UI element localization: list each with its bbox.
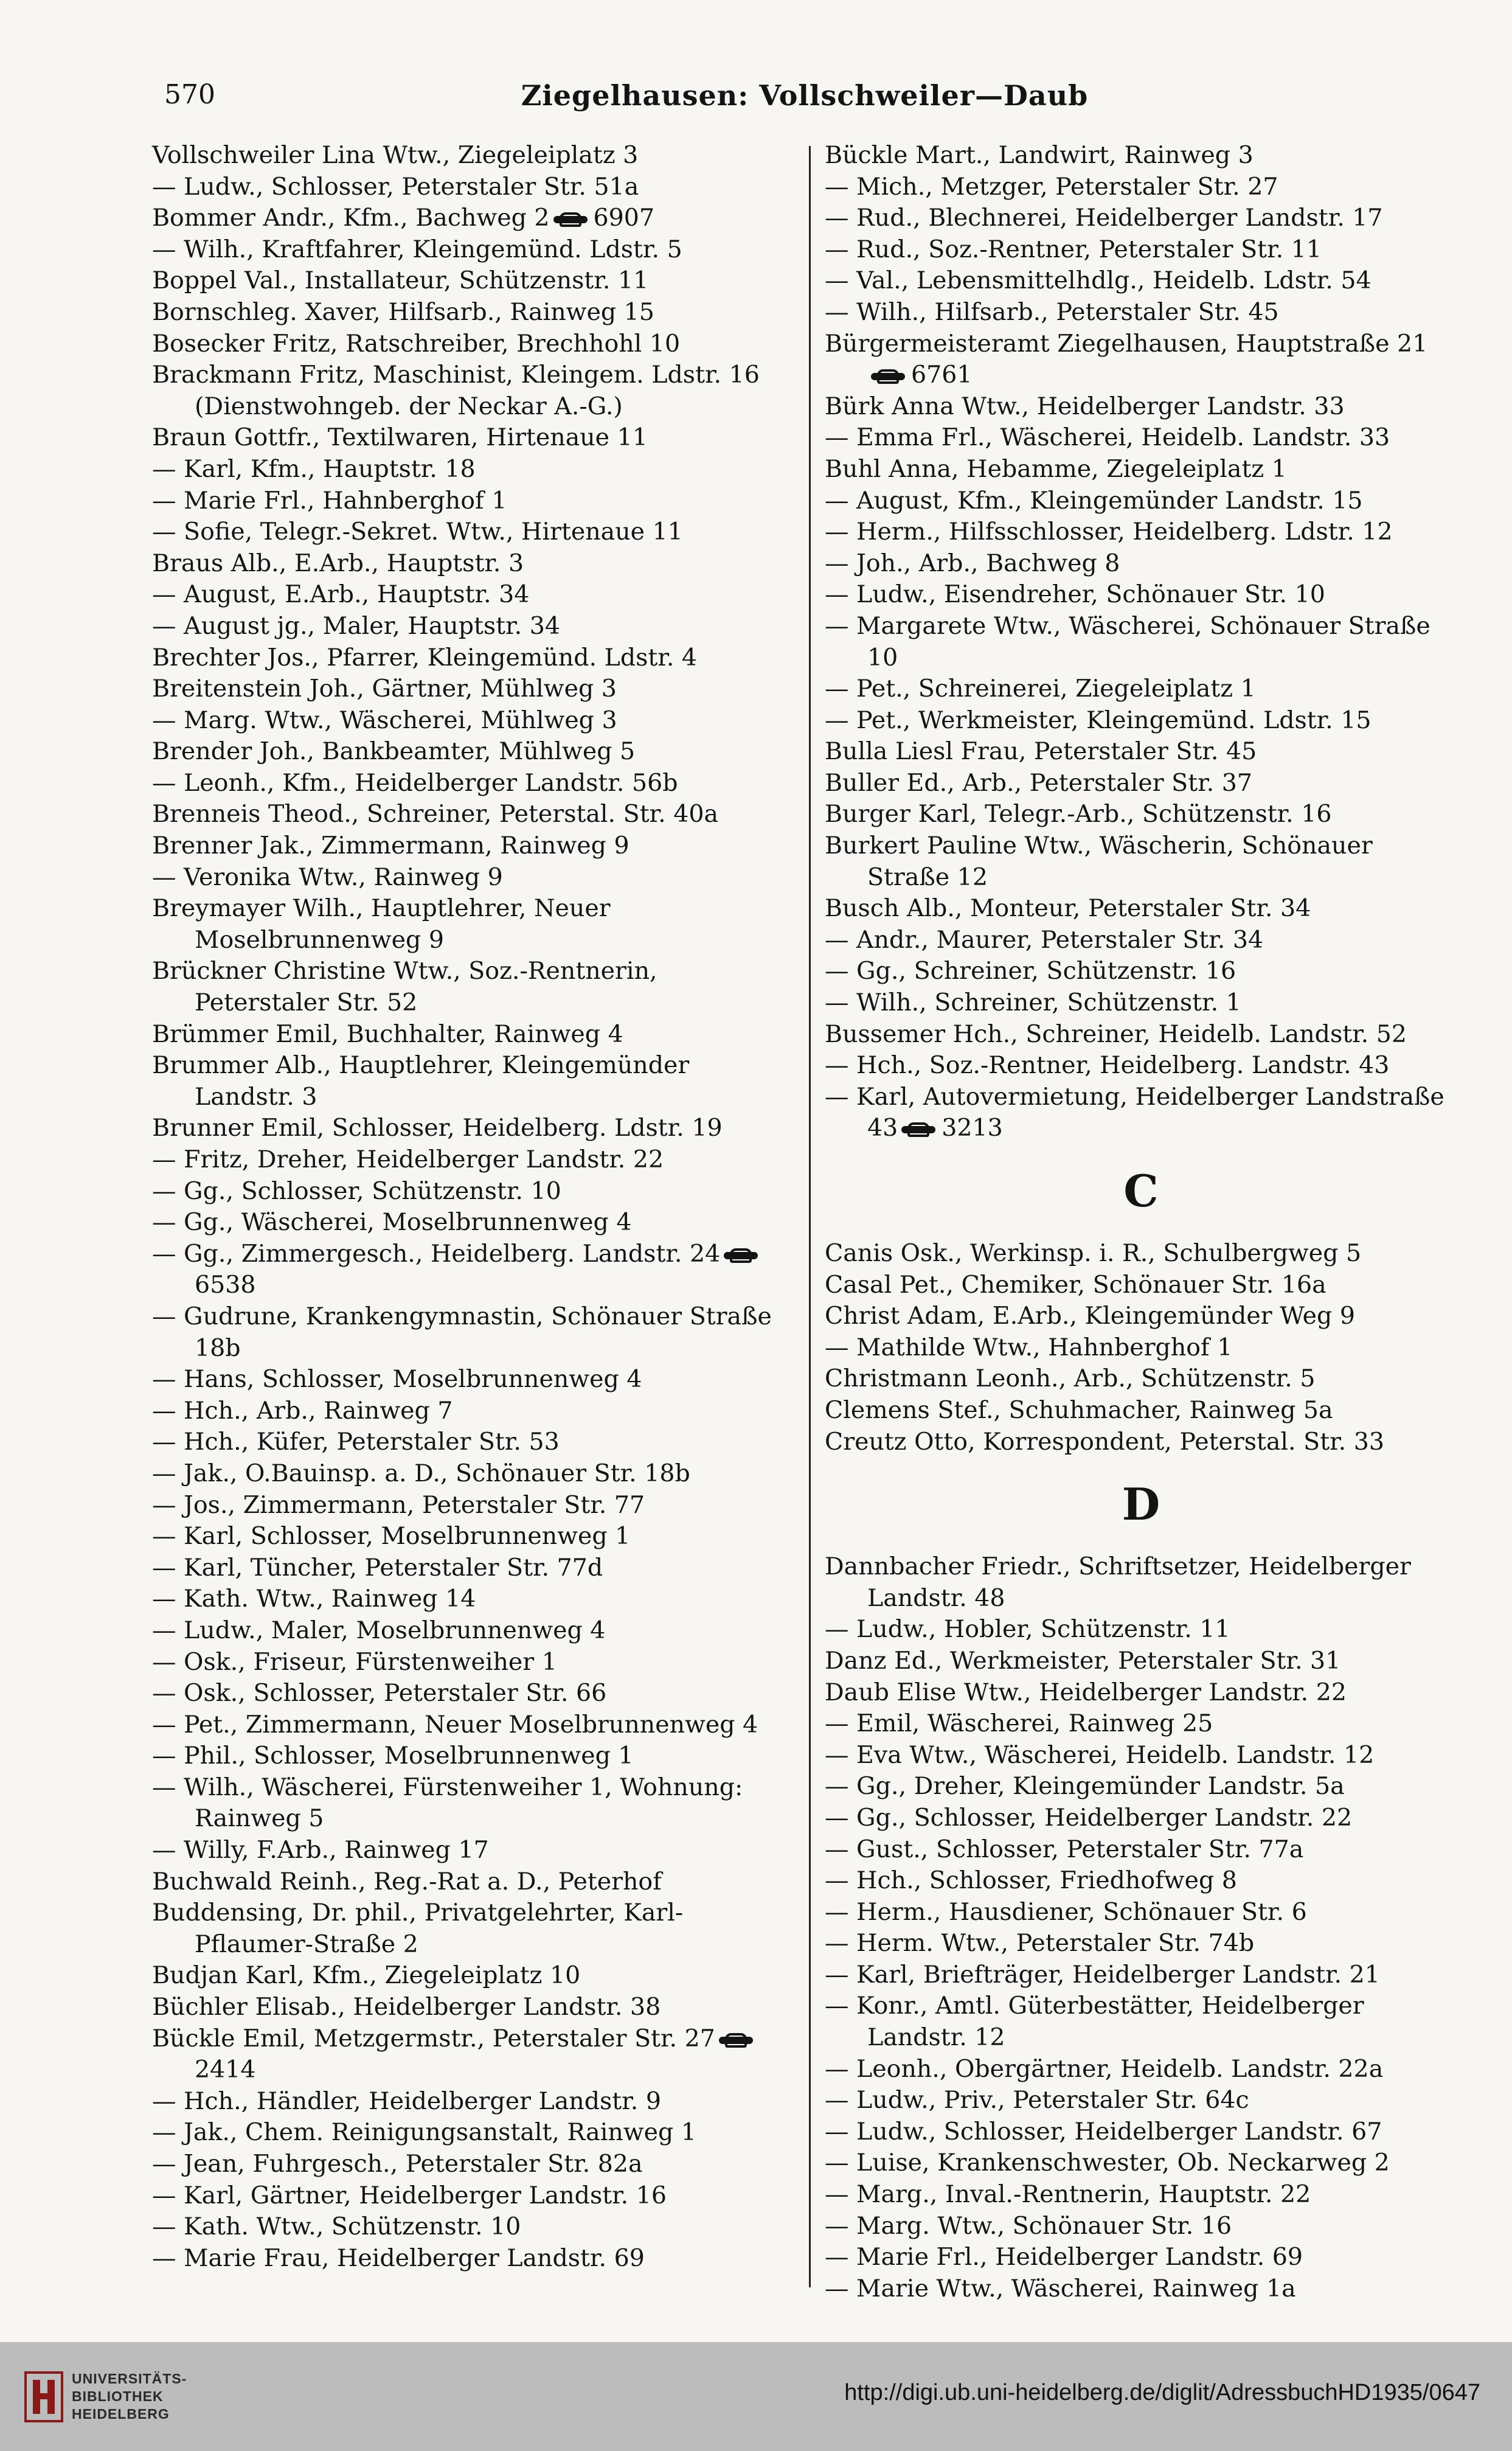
entry-text: Christ Adam, E.Arb., Kleingemünder Weg 9 xyxy=(825,1302,1355,1330)
entry-text: — Margarete Wtw., Wäscherei, Schönauer Straße 10 xyxy=(825,611,1431,672)
directory-entry xyxy=(825,1708,1457,1740)
directory-entry xyxy=(152,642,791,674)
entry-text: Buller Ed., Arb., Peterstaler Str. 37 xyxy=(825,768,1252,797)
directory-entry xyxy=(152,611,791,642)
entry-text: Boppel Val., Installateur, Schützenstr. 11 xyxy=(152,266,649,295)
directory-entry xyxy=(152,1740,791,1772)
entry-text: — Pet., Schreinerei, Ziegeleiplatz 1 xyxy=(825,675,1256,703)
directory-entry xyxy=(825,1865,1457,1897)
directory-entry xyxy=(825,1551,1457,1614)
directory-entry xyxy=(825,422,1457,454)
c-entries xyxy=(825,1238,1457,1458)
directory-entry xyxy=(152,1458,791,1490)
directory-entry xyxy=(825,1677,1457,1709)
directory-entry xyxy=(152,265,791,297)
directory-entry xyxy=(152,736,791,768)
directory-entry xyxy=(152,1960,791,1992)
entry-text: — Leonh., Obergärtner, Heidelb. Landstr. 22a xyxy=(825,2054,1384,2083)
section-heading-d: D xyxy=(1122,1478,1160,1531)
directory-entry xyxy=(152,1772,791,1835)
entry-text: Brückner Christine Wtw., Soz.-Rentnerin, Peterstaler Str. 52 xyxy=(152,957,657,1017)
entry-text: Bückle Emil, Metzgermstr., Peterstaler Str. 27 xyxy=(152,2024,715,2053)
directory-entry xyxy=(825,1427,1457,1458)
directory-entry xyxy=(152,1521,791,1552)
entry-text: — Herm. Wtw., Peterstaler Str. 74b xyxy=(825,1929,1255,1958)
entry-text: — Jean, Fuhrgesch., Peterstaler Str. 82a xyxy=(152,2150,643,2178)
directory-entry xyxy=(825,172,1457,203)
directory-entry xyxy=(825,297,1457,329)
directory-entry xyxy=(152,548,791,580)
directory-entry xyxy=(152,2243,791,2275)
directory-entry xyxy=(152,1239,791,1301)
directory-entry xyxy=(825,2054,1457,2085)
entry-text: — Karl, Schlosser, Moselbrunnenweg 1 xyxy=(152,1522,631,1551)
entry-text: Buchwald Reinh., Reg.-Rat a. D., Peterhof xyxy=(152,1867,662,1896)
entry-text: Burger Karl, Telegr.-Arb., Schützenstr. 16 xyxy=(825,800,1332,829)
logo-line: HEIDELBERG xyxy=(72,2406,170,2422)
entry-text: Brackmann Fritz, Maschinist, Kleingem. Ldstr. 16 (Dienstwohngeb. der Neckar A.-G.) xyxy=(152,361,760,420)
entry-text: — Marie Frl., Heidelberger Landstr. 69 xyxy=(825,2243,1303,2272)
directory-entry xyxy=(825,611,1457,673)
entry-text: — Kath. Wtw., Rainweg 14 xyxy=(152,1585,476,1613)
directory-entry xyxy=(152,1427,791,1458)
entry-text: — Gust., Schlosser, Peterstaler Str. 77a xyxy=(825,1835,1304,1863)
entry-text: Brunner Emil, Schlosser, Heidelberg. Ldstr. 19 xyxy=(152,1114,723,1142)
entry-text: — Ludw., Hobler, Schützenstr. 11 xyxy=(825,1615,1230,1644)
directory-entry xyxy=(152,234,791,266)
directory-entry xyxy=(152,329,791,360)
directory-entry xyxy=(825,2273,1457,2305)
entry-text: Bussemer Hch., Schreiner, Heidelb. Landstr. 52 xyxy=(825,1020,1407,1048)
directory-entry xyxy=(152,830,791,862)
entry-text: Bosecker Fritz, Ratschreiber, Brechhohl 10 xyxy=(152,329,681,358)
directory-entry xyxy=(825,1614,1457,1646)
entry-text: Burkert Pauline Wtw., Wäscherin, Schönauer Straße 12 xyxy=(825,832,1373,891)
directory-entry xyxy=(152,673,791,705)
entry-text: — Emma Frl., Wäscherei, Heidelb. Landstr. 33 xyxy=(825,423,1390,452)
entry-text: — August jg., Maler, Hauptstr. 34 xyxy=(152,611,560,640)
entry-text: Büchler Elisab., Heidelberger Landstr. 38 xyxy=(152,1993,661,2022)
directory-entry xyxy=(825,140,1457,172)
directory-entry xyxy=(152,579,791,611)
directory-entry xyxy=(825,234,1457,266)
entry-text: Brenner Jak., Zimmermann, Rainweg 9 xyxy=(152,832,629,860)
b-entries xyxy=(825,140,1457,1144)
directory-entry xyxy=(152,2117,791,2149)
directory-entry xyxy=(825,2242,1457,2273)
directory-entry xyxy=(825,1834,1457,1866)
directory-entry xyxy=(825,548,1457,580)
directory-entry xyxy=(825,265,1457,297)
entry-text: — Jak., Chem. Reinigungsanstalt, Rainweg 1 xyxy=(152,2118,696,2147)
entry-text: — Luise, Krankenschwester, Ob. Neckarweg 2 xyxy=(825,2149,1390,2177)
entry-text: — Jak., O.Bauinsp. a. D., Schönauer Str. 18b xyxy=(152,1459,690,1487)
directory-entry xyxy=(152,2149,791,2180)
entry-text: — Gg., Zimmergesch., Heidelberg. Landstr. 24 xyxy=(152,1239,721,1268)
running-head: Ziegelhausen: Vollschweiler—Daub xyxy=(521,79,1089,112)
directory-entry xyxy=(152,1050,791,1113)
telephone-number: 2414 xyxy=(195,2056,256,2084)
directory-entry xyxy=(825,925,1457,956)
entry-text: — Gudrune, Krankengymnastin, Schönauer Straße 18b xyxy=(152,1302,772,1362)
directory-entry xyxy=(825,705,1457,737)
entry-text: — Kath. Wtw., Schützenstr. 10 xyxy=(152,2213,521,2241)
directory-entry xyxy=(825,1740,1457,1771)
directory-entry xyxy=(152,485,791,517)
directory-entry xyxy=(152,1019,791,1051)
entry-text: — Marie Frl., Hahnberghof 1 xyxy=(152,486,507,515)
directory-entry xyxy=(152,1364,791,1396)
entry-text: — Ludw., Maler, Moselbrunnenweg 4 xyxy=(152,1616,606,1644)
directory-entry xyxy=(825,1301,1457,1332)
directory-entry xyxy=(152,1647,791,1678)
entry-text: Bulla Liesl Frau, Peterstaler Str. 45 xyxy=(825,737,1257,766)
directory-entry xyxy=(152,422,791,454)
entry-text: Budjan Karl, Kfm., Ziegeleiplatz 10 xyxy=(152,1961,581,1990)
entry-text: — Eva Wtw., Wäscherei, Heidelb. Landstr. 12 xyxy=(825,1740,1375,1769)
directory-entry xyxy=(152,1615,791,1647)
page-number: 570 xyxy=(164,79,215,110)
entry-text: Buddensing, Dr. phil., Privatgelehrter, Karl-Pflaumer-Straße 2 xyxy=(152,1899,684,1958)
entry-text: — Gg., Dreher, Kleingemünder Landstr. 5a xyxy=(825,1772,1345,1801)
entry-text: Buhl Anna, Hebamme, Ziegeleiplatz 1 xyxy=(825,454,1287,483)
entry-text: — Sofie, Telegr.-Sekret. Wtw., Hirtenaue 11 xyxy=(152,518,683,546)
entry-text: — Karl, Kfm., Hauptstr. 18 xyxy=(152,454,476,483)
entry-text: — Fritz, Dreher, Heidelberger Landstr. 22 xyxy=(152,1146,664,1173)
entry-text: — Karl, Gärtner, Heidelberger Landstr. 16 xyxy=(152,2181,667,2209)
entry-text: — Herm., Hilfsschlosser, Heidelberg. Ldstr. 12 xyxy=(825,518,1393,546)
entry-text: — Hch., Soz.-Rentner, Heidelberg. Landstr. 43 xyxy=(825,1051,1390,1080)
entry-text: Brenneis Theod., Schreiner, Peterstal. Str. 40a xyxy=(152,800,719,829)
entry-text: — Ludw., Priv., Peterstaler Str. 64c xyxy=(825,2086,1249,2115)
entry-text: — Karl, Briefträger, Heidelberger Landstr. 21 xyxy=(825,1960,1380,1989)
directory-entry xyxy=(152,1552,791,1584)
directory-entry xyxy=(152,2086,791,2118)
telephone-icon xyxy=(719,2034,753,2046)
entry-text: Vollschweiler Lina Wtw., Ziegeleiplatz 3 xyxy=(152,141,639,169)
directory-entry xyxy=(825,1959,1457,1991)
telephone-icon xyxy=(871,370,905,383)
directory-entry xyxy=(152,1176,791,1208)
directory-entry xyxy=(825,1897,1457,1928)
directory-entry xyxy=(152,172,791,203)
directory-entry xyxy=(825,454,1457,485)
entry-text: — Marie Wtw., Wäscherei, Rainweg 1a xyxy=(825,2274,1296,2303)
entry-text: — Phil., Schlosser, Moselbrunnenweg 1 xyxy=(152,1742,634,1770)
entry-text: — Marg. Wtw., Schönauer Str. 16 xyxy=(825,2211,1232,2240)
directory-entry xyxy=(152,1709,791,1741)
column-divider xyxy=(809,146,811,2287)
entry-text: Braus Alb., E.Arb., Hauptstr. 3 xyxy=(152,549,524,577)
directory-entry xyxy=(825,1082,1457,1144)
entry-text: Bommer Andr., Kfm., Bachweg 2 xyxy=(152,204,550,232)
directory-entry xyxy=(825,1050,1457,1082)
directory-entry xyxy=(825,893,1457,925)
directory-entry xyxy=(825,1771,1457,1803)
entry-text: Bückle Mart., Landwirt, Rainweg 3 xyxy=(825,141,1254,169)
directory-entry xyxy=(825,579,1457,611)
directory-entry xyxy=(152,1678,791,1709)
directory-entry xyxy=(152,203,791,234)
entry-text: — Andr., Maurer, Peterstaler Str. 34 xyxy=(825,925,1264,954)
entry-text: Braun Gottfr., Textilwaren, Hirtenaue 11 xyxy=(152,423,648,452)
entry-text: — Rud., Soz.-Rentner, Peterstaler Str. 11 xyxy=(825,235,1322,263)
directory-entry xyxy=(825,768,1457,799)
telephone-number: 3213 xyxy=(942,1114,1003,1142)
entry-text: — Veronika Wtw., Rainweg 9 xyxy=(152,863,503,891)
telephone-icon xyxy=(724,1250,758,1262)
entry-text: — Willy, F.Arb., Rainweg 17 xyxy=(152,1836,489,1865)
entry-text: — Ludw., Schlosser, Peterstaler Str. 51a xyxy=(152,172,639,201)
directory-entry xyxy=(825,2211,1457,2242)
d-entries xyxy=(825,1551,1457,2304)
entry-text: — Gg., Schreiner, Schützenstr. 16 xyxy=(825,957,1236,986)
entry-text: — Joh., Arb., Bachweg 8 xyxy=(825,549,1120,577)
directory-entry xyxy=(825,1238,1457,1270)
directory-entry xyxy=(825,1363,1457,1395)
entry-text: — Hch., Händler, Heidelberger Landstr. 9 xyxy=(152,2087,661,2115)
entry-text: Bürgermeisteramt Ziegelhausen, Hauptstraße 21 xyxy=(825,329,1428,358)
directory-entry xyxy=(152,893,791,956)
directory-entry xyxy=(152,1835,791,1866)
entry-text: — Herm., Hausdiener, Schönauer Str. 6 xyxy=(825,1897,1307,1926)
entry-text: — Leonh., Kfm., Heidelberger Landstr. 56b xyxy=(152,768,678,797)
library-logo-icon xyxy=(24,2371,63,2422)
entry-text: — Konr., Amtl. Güterbestätter, Heidelberger Landstr. 12 xyxy=(825,1992,1364,2052)
directory-entry xyxy=(152,2180,791,2212)
directory-entry xyxy=(825,1990,1457,2053)
telephone-icon xyxy=(901,1124,935,1136)
directory-entry xyxy=(825,1928,1457,1959)
entry-text: — Ludw., Eisendreher, Schönauer Str. 10 xyxy=(825,580,1325,609)
entry-text: — Wilh., Schreiner, Schützenstr. 1 xyxy=(825,989,1241,1017)
entry-text: Brender Joh., Bankbeamter, Mühlweg 5 xyxy=(152,737,636,766)
directory-entry xyxy=(825,516,1457,548)
entry-text: — Gg., Wäscherei, Moselbrunnenweg 4 xyxy=(152,1208,632,1237)
directory-entry xyxy=(152,1897,791,1960)
telephone-icon xyxy=(553,214,588,226)
entry-text: — Marg. Wtw., Wäscherei, Mühlweg 3 xyxy=(152,706,617,734)
entry-text: — Hch., Küfer, Peterstaler Str. 53 xyxy=(152,1428,560,1456)
directory-entry xyxy=(152,862,791,894)
directory-entry xyxy=(152,1207,791,1239)
directory-entry xyxy=(825,203,1457,234)
directory-entry xyxy=(825,1332,1457,1364)
entry-text: — Karl, Tüncher, Peterstaler Str. 77d xyxy=(152,1553,603,1582)
entry-text: — Val., Lebensmittelhdlg., Heidelb. Ldstr. 54 xyxy=(825,266,1372,295)
directory-entry xyxy=(152,1144,791,1176)
entry-text: Canis Osk., Werkinsp. i. R., Schulbergweg 5 xyxy=(825,1239,1362,1267)
directory-entry xyxy=(152,1992,791,2023)
entry-text: — Osk., Friseur, Fürstenweiher 1 xyxy=(152,1647,557,1676)
directory-entry xyxy=(152,705,791,737)
entry-text: Busch Alb., Monteur, Peterstaler Str. 34 xyxy=(825,894,1311,923)
directory-entry xyxy=(152,360,791,422)
entry-text: Brechter Jos., Pfarrer, Kleingemünd. Ldstr. 4 xyxy=(152,643,698,672)
directory-entry xyxy=(152,956,791,1018)
entry-text: — Hans, Schlosser, Moselbrunnenweg 4 xyxy=(152,1365,642,1394)
directory-entry xyxy=(825,673,1457,705)
directory-entry xyxy=(152,768,791,799)
entry-text: Brümmer Emil, Buchhalter, Rainweg 4 xyxy=(152,1020,623,1048)
entry-text: — Hch., Arb., Rainweg 7 xyxy=(152,1396,453,1425)
directory-entry xyxy=(152,1113,791,1144)
directory-entry xyxy=(152,516,791,548)
directory-entry xyxy=(152,1584,791,1615)
directory-entry xyxy=(825,956,1457,987)
entry-text: Bornschleg. Xaver, Hilfsarb., Rainweg 15 xyxy=(152,297,654,326)
entry-text: — Wilh., Hilfsarb., Peterstaler Str. 45 xyxy=(825,297,1279,326)
directory-entry xyxy=(825,1019,1457,1051)
directory-entry xyxy=(152,1301,791,1364)
page-header xyxy=(152,67,1457,122)
entry-text: — Osk., Schlosser, Peterstaler Str. 66 xyxy=(152,1679,607,1708)
directory-entry xyxy=(825,2116,1457,2148)
entry-text: Clemens Stef., Schuhmacher, Rainweg 5a xyxy=(825,1396,1333,1424)
telephone-number: 6761 xyxy=(911,361,973,389)
entry-text: — Ludw., Schlosser, Heidelberger Landstr. 67 xyxy=(825,2117,1382,2146)
library-logo[interactable] xyxy=(24,2366,189,2427)
directory-entry xyxy=(825,1803,1457,1834)
entry-text: Daub Elise Wtw., Heidelberger Landstr. 22 xyxy=(825,1678,1347,1706)
directory-entry xyxy=(825,2085,1457,2116)
entry-text: — Mathilde Wtw., Hahnberghof 1 xyxy=(825,1333,1233,1361)
entry-text: — Mich., Metzger, Peterstaler Str. 27 xyxy=(825,172,1278,201)
directory-entry xyxy=(825,830,1457,893)
section-heading-c: C xyxy=(1123,1165,1159,1217)
entry-text: Casal Pet., Chemiker, Schönauer Str. 16a xyxy=(825,1270,1326,1299)
entry-text: Brummer Alb., Hauptlehrer, Kleingemünder Landstr. 3 xyxy=(152,1051,690,1111)
directory-entry xyxy=(152,799,791,830)
directory-entry xyxy=(825,799,1457,830)
entry-text: — Pet., Zimmermann, Neuer Moselbrunnenweg 4 xyxy=(152,1710,758,1739)
left-column xyxy=(152,140,791,2274)
telephone-number: 6538 xyxy=(195,1271,256,1299)
directory-entry xyxy=(152,2211,791,2243)
entry-text: — Marie Frau, Heidelberger Landstr. 69 xyxy=(152,2244,645,2272)
directory-entry xyxy=(152,140,791,172)
telephone-number: 6907 xyxy=(593,204,655,232)
entry-text: — August, E.Arb., Hauptstr. 34 xyxy=(152,580,530,609)
entry-text: Breymayer Wilh., Hauptlehrer, Neuer Moselbrunnenweg 9 xyxy=(152,894,611,954)
directory-entry xyxy=(825,329,1457,391)
directory-entry xyxy=(152,297,791,329)
logo-line: UNIVERSITÄTS- xyxy=(72,2371,187,2387)
directory-entry xyxy=(825,485,1457,517)
entry-text: — Pet., Werkmeister, Kleingemünd. Ldstr. 15 xyxy=(825,706,1372,734)
entry-text: — Marg., Inval.-Rentnerin, Hauptstr. 22 xyxy=(825,2180,1311,2209)
library-logo-text xyxy=(72,2370,187,2423)
page-url[interactable]: http://digi.ub.uni-heidelberg.de/diglit/AdressbuchHD1935/0647 xyxy=(844,2380,1480,2405)
directory-entry xyxy=(825,1270,1457,1301)
entry-text: — August, Kfm., Kleingemünder Landstr. 15 xyxy=(825,486,1363,515)
directory-entry xyxy=(825,391,1457,423)
entry-text: Danz Ed., Werkmeister, Peterstaler Str. 31 xyxy=(825,1646,1341,1675)
entry-text: — Hch., Schlosser, Friedhofweg 8 xyxy=(825,1866,1237,1895)
viewer-footer xyxy=(0,2342,1512,2451)
directory-entry xyxy=(152,1866,791,1898)
entry-text: — Emil, Wäscherei, Rainweg 25 xyxy=(825,1709,1213,1738)
right-column xyxy=(825,140,1457,2304)
directory-entry xyxy=(825,1646,1457,1677)
entry-text: Creutz Otto, Korrespondent, Peterstal. Str. 33 xyxy=(825,1427,1385,1456)
entry-text: Christmann Leonh., Arb., Schützenstr. 5 xyxy=(825,1365,1316,1393)
entry-text: — Gg., Schlosser, Schützenstr. 10 xyxy=(152,1177,561,1205)
directory-entry xyxy=(152,454,791,485)
directory-entry xyxy=(152,2023,791,2086)
directory-entry xyxy=(825,736,1457,768)
entry-text: Dannbacher Friedr., Schriftsetzer, Heidelberger Landstr. 48 xyxy=(825,1552,1411,1612)
directory-entry xyxy=(825,987,1457,1019)
directory-entry xyxy=(152,1490,791,1521)
entry-text: — Jos., Zimmermann, Peterstaler Str. 77 xyxy=(152,1490,645,1519)
directory-entry xyxy=(825,1395,1457,1427)
entry-text: — Karl, Autovermietung, Heidelberger Landstraße 43 xyxy=(825,1082,1444,1142)
entry-text: Bürk Anna Wtw., Heidelberger Landstr. 33 xyxy=(825,392,1345,420)
directory-entry xyxy=(825,2147,1457,2179)
entry-text: — Gg., Schlosser, Heidelberger Landstr. 22 xyxy=(825,1803,1353,1832)
entry-text: — Wilh., Kraftfahrer, Kleingemünd. Ldstr. 5 xyxy=(152,235,682,263)
logo-line: BIBLIOTHEK xyxy=(72,2388,164,2404)
entry-text: Breitenstein Joh., Gärtner, Mühlweg 3 xyxy=(152,675,617,703)
entry-text: — Rud., Blechnerei, Heidelberger Landstr. 17 xyxy=(825,204,1383,232)
entry-text: — Wilh., Wäscherei, Fürstenweiher 1, Wohnung: Rainweg 5 xyxy=(152,1773,743,1833)
directory-entry xyxy=(825,2179,1457,2211)
directory-entry xyxy=(152,1396,791,1427)
